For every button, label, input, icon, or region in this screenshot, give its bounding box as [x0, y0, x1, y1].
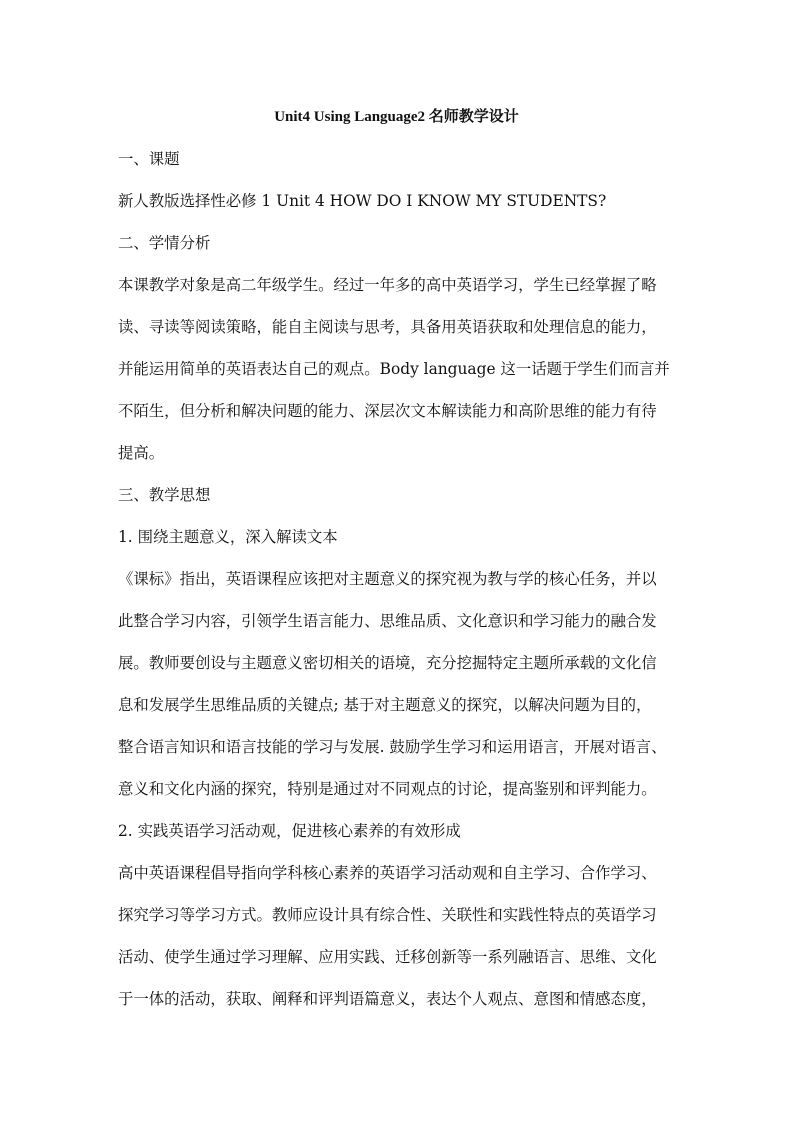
paragraph-line: 高中英语课程倡导指向学科核心素养的英语学习活动观和自主学习、合作学习、 [118, 864, 657, 882]
paragraph-line: 本课教学对象是高二年级学生。经过一年多的高中英语学习，学生已经掌握了略 [118, 276, 657, 294]
paragraph-line: 《课标》指出，英语课程应该把对主题意义的探究视为教与学的核心任务，并以 [118, 570, 657, 588]
paragraph-line: 此整合学习内容，引领学生语言能力、思维品质、文化意识和学习能力的融合发 [118, 612, 657, 630]
paragraph-line: 整合语言知识和语言技能的学习与发展. 鼓励学生学习和运用语言，开展对语言、 [118, 738, 667, 756]
subheading-2: 2. 实践英语学习活动观，促进核心素养的有效形成 [118, 822, 461, 840]
heading-learner-analysis: 二、学情分析 [118, 234, 211, 252]
paragraph-line: 读、寻读等阅读策略，能自主阅读与思考，具备用英语获取和处理信息的能力， [118, 318, 657, 336]
topic-text: 新人教版选择性必修 1 Unit 4 HOW DO I KNOW MY STUDENTS? [118, 192, 607, 210]
heading-teaching-ideas: 三、教学思想 [118, 486, 211, 504]
document-title: Unit4 Using Language2 名师教学设计 [274, 109, 519, 125]
paragraph-line: 息和发展学生思维品质的关键点; 基于对主题意义的探究，以解决问题为目的， [118, 696, 652, 714]
paragraph-line: 探究学习等学习方式。教师应设计具有综合性、关联性和实践性特点的英语学习 [118, 906, 657, 924]
paragraph-line: 活动、使学生通过学习理解、应用实践、迁移创新等一系列融语言、思维、文化 [118, 948, 657, 966]
paragraph-line: 意义和文化内涵的探究，特别是通过对不同观点的讨论，提高鉴别和评判能力。 [118, 780, 657, 798]
paragraph-line: 不陌生，但分析和解决问题的能力、深层次文本解读能力和高阶思维的能力有待 [118, 402, 657, 420]
paragraph-line: 并能运用简单的英语表达自己的观点。Body language 这一话题于学生们而言并 [118, 360, 670, 378]
paragraph-line: 展。教师要创设与主题意义密切相关的语境，充分挖掘特定主题所承载的文化信 [118, 654, 657, 672]
subheading-1: 1. 围绕主题意义，深入解读文本 [118, 528, 338, 546]
paragraph-line: 提高。 [118, 444, 165, 462]
heading-topic: 一、课题 [118, 150, 180, 168]
paragraph-line: 于一体的活动，获取、阐释和评判语篇意义，表达个人观点、意图和情感态度， [118, 990, 657, 1008]
